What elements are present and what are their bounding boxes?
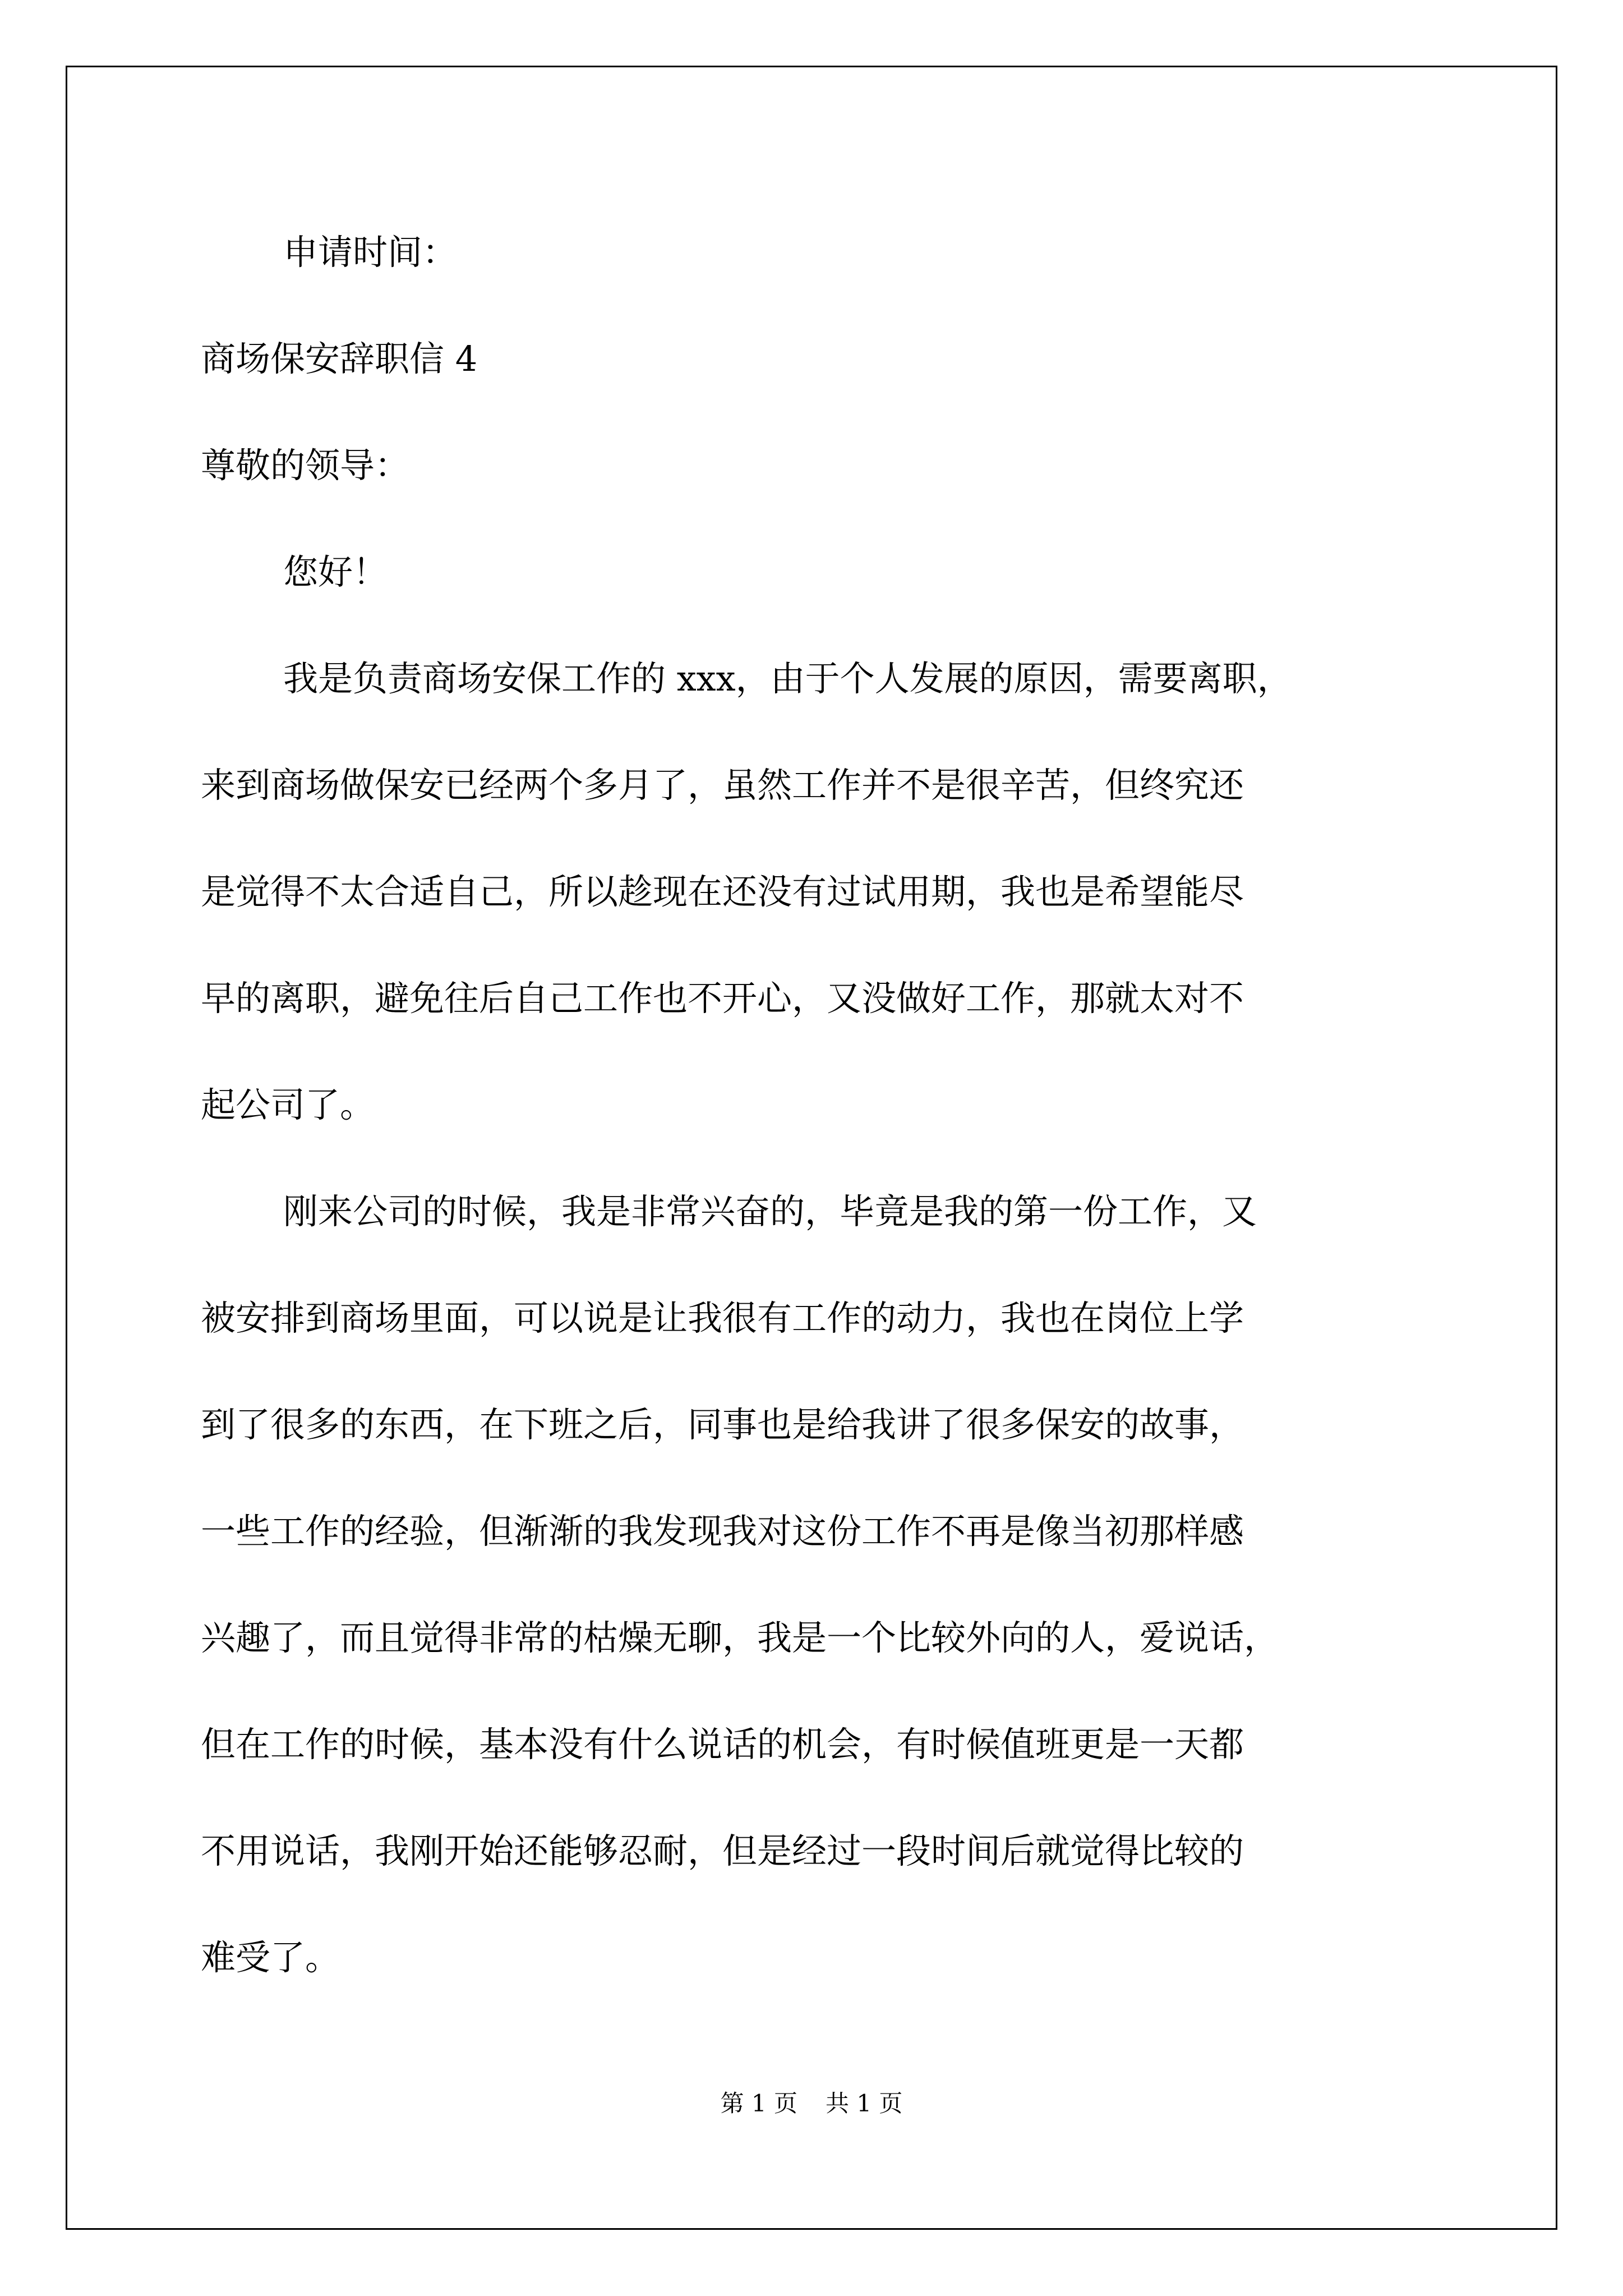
page-border	[66, 66, 1557, 2230]
paragraph-1-line-5: 起公司了。	[201, 1084, 375, 1125]
paragraph-2-line-1: 刚来公司的时候，我是非常兴奋的，毕竟是我的第一份工作，又	[283, 1191, 1257, 1232]
paragraph-2-line-6: 但在工作的时候，基本没有什么说话的机会，有时候值班更是一天都	[201, 1724, 1244, 1765]
paragraph-2-line-8: 难受了。	[201, 1937, 340, 1978]
paragraph-1-line-4: 早的离职，避免往后自己工作也不开心，又没做好工作，那就太对不	[201, 978, 1244, 1019]
application-date-line: 申请时间：	[283, 232, 458, 273]
paragraph-1-line-3: 是觉得不太合适自己，所以趁现在还没有过试用期，我也是希望能尽	[201, 871, 1244, 912]
page-total: 共 1 页	[826, 2090, 903, 2117]
page-footer	[0, 2087, 1623, 2120]
paragraph-2-line-5: 兴趣了，而且觉得非常的枯燥无聊，我是一个比较外向的人，爱说话，	[201, 1617, 1279, 1658]
page-number: 第 1 页	[720, 2090, 797, 2117]
greeting: 您好！	[283, 551, 388, 592]
paragraph-2-line-4: 一些工作的经验，但渐渐的我发现我对这份工作不再是像当初那样感	[201, 1511, 1244, 1552]
paragraph-2-line-3: 到了很多的东西，在下班之后，同事也是给我讲了很多保安的故事，	[201, 1404, 1244, 1445]
paragraph-2-line-7: 不用说话，我刚开始还能够忍耐，但是经过一段时间后就觉得比较的	[201, 1830, 1244, 1871]
letter-title: 商场保安辞职信 4	[201, 338, 478, 379]
salutation: 尊敬的领导：	[201, 445, 410, 486]
paragraph-1-line-2: 来到商场做保安已经两个多月了，虽然工作并不是很辛苦，但终究还	[201, 765, 1244, 806]
paragraph-1-line-1: 我是负责商场安保工作的 xxx，由于个人发展的原因，需要离职，	[283, 658, 1292, 699]
paragraph-2-line-2: 被安排到商场里面，可以说是让我很有工作的动力，我也在岗位上学	[201, 1297, 1244, 1338]
